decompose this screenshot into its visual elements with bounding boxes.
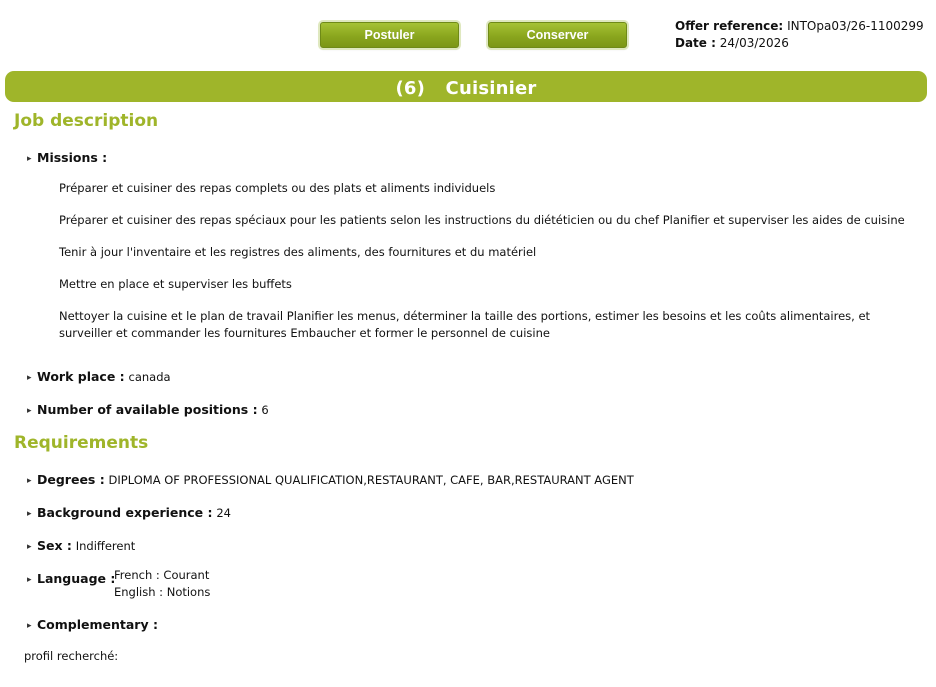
language-entry: English : Notions <box>114 585 211 599</box>
missions-label: Missions : <box>37 150 108 165</box>
offer-date-row <box>675 35 924 52</box>
offer-date-label: Date : <box>675 36 716 50</box>
positions-count: (6) <box>395 78 426 99</box>
offer-date-value: 24/03/2026 <box>719 36 789 50</box>
mission-text: Mettre en place et superviser les buffets <box>59 277 292 291</box>
experience-label: Background experience : <box>37 505 213 520</box>
complementary-label: Complementary : <box>37 617 158 632</box>
language-item <box>27 570 115 589</box>
workplace-item <box>27 368 171 387</box>
bullet-arrow-icon: ▸ <box>27 621 32 631</box>
bullet-arrow-icon: ▸ <box>27 509 32 519</box>
degrees-value: DIPLOMA OF PROFESSIONAL QUALIFICATION,RESTAURANT, CAFE, BAR,RESTAURANT AGENT <box>108 473 634 487</box>
experience-item <box>27 504 231 523</box>
positions-label: Number of available positions : <box>37 402 258 417</box>
language-entry: French : Courant <box>114 568 210 582</box>
language-label: Language : <box>37 571 116 586</box>
offer-reference-value: INTOpa03/26-1100299 <box>787 19 924 33</box>
language-list <box>114 567 210 601</box>
offer-reference-label: Offer reference: <box>675 19 784 33</box>
offer-reference-row <box>675 18 924 35</box>
profile-text: profil recherché: <box>24 649 119 663</box>
offer-title: Cuisinier <box>445 78 537 99</box>
workplace-label: Work place : <box>37 369 125 384</box>
mission-text: Préparer et cuisiner des repas spéciaux pour les patients selon les instructions du diététicien ou du chef Planifier et superviser les aides de cuisine <box>59 213 905 227</box>
experience-value: 24 <box>216 506 231 520</box>
bullet-arrow-icon: ▸ <box>27 575 32 585</box>
bullet-arrow-icon: ▸ <box>27 476 32 486</box>
bullet-arrow-icon: ▸ <box>27 406 32 416</box>
bullet-arrow-icon: ▸ <box>27 154 32 164</box>
save-offer-button[interactable]: Conserver <box>488 22 627 48</box>
degrees-item <box>27 471 634 490</box>
offer-title-bar <box>5 71 927 102</box>
positions-value: 6 <box>261 403 269 417</box>
bullet-arrow-icon: ▸ <box>27 542 32 552</box>
positions-item <box>27 401 269 420</box>
complementary-item <box>27 616 158 635</box>
apply-button[interactable]: Postuler <box>320 22 459 48</box>
bullet-arrow-icon: ▸ <box>27 373 32 383</box>
mission-text: Tenir à jour l'inventaire et les registres des aliments, des fournitures et du matériel <box>59 245 537 259</box>
sex-value: Indifferent <box>75 539 136 553</box>
offer-meta <box>675 18 924 52</box>
mission-text: Nettoyer la cuisine et le plan de travail Planifier les menus, déterminer la taille des portions, estimer les besoins et les coûts alimentaires, et surveiller et commander les fournitures Embaucher et former le personnel de cuisine <box>59 309 871 340</box>
missions-item <box>27 149 107 168</box>
degrees-label: Degrees : <box>37 472 105 487</box>
sex-item <box>27 537 135 556</box>
sex-label: Sex : <box>37 538 72 553</box>
requirements-heading: Requirements <box>14 433 149 453</box>
job-description-heading: Job description <box>14 111 159 131</box>
mission-text: Préparer et cuisiner des repas complets ou des plats et aliments individuels <box>59 181 496 195</box>
workplace-value: canada <box>128 370 171 384</box>
